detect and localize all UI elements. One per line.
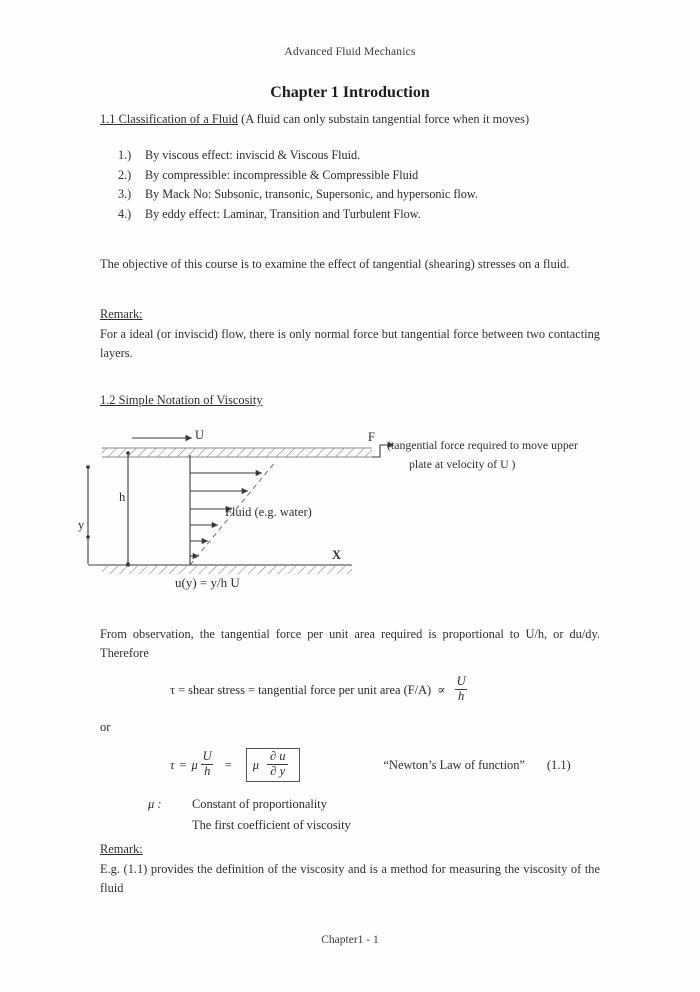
figure-label-F: F <box>368 430 375 444</box>
mu-definition-row <box>148 797 327 812</box>
equation-shear-stress-lhs: τ = shear stress = tangential force per unit area (F/A) <box>170 682 432 697</box>
boxed-mu: μ <box>252 757 259 772</box>
objective-paragraph: The objective of this course is to examine the effect of tangential (shearing) stresses on a fluid. <box>100 257 570 271</box>
list-item-label: By viscous effect: inviscid & Viscous Fluid. <box>145 148 361 162</box>
remark-2-label <box>100 840 600 859</box>
mu-definition-line1: Constant of proportionality <box>192 797 327 811</box>
classification-list <box>100 146 600 224</box>
fraction-U-over-h-2 <box>200 750 215 778</box>
lower-plate-hatching <box>102 566 352 574</box>
figure-label-y: y <box>78 518 85 532</box>
fraction-denominator: h <box>455 689 467 704</box>
figure-caption-text: u(y) = y/h U <box>175 575 240 590</box>
observation-paragraph: From observation, the tangential force per unit area required is proportional to U/h, or du/dy. Therefore <box>100 627 600 660</box>
list-item-number: 4.) <box>118 206 132 221</box>
figure-label-fluid: Fluid (e.g. water) <box>225 505 312 519</box>
list-item <box>100 185 600 205</box>
figure-force-note <box>387 436 622 474</box>
list-item <box>100 166 600 186</box>
equation-1-1-equals: = <box>179 757 187 772</box>
section-1-2-heading <box>100 393 610 408</box>
figure-label-x: X <box>332 548 342 562</box>
remark-1-text: For a ideal (or inviscid) flow, there is only normal force but tangential force between two contacting layers. <box>100 327 600 360</box>
list-item-label: By compressible: incompressible & Compressible Fluid <box>145 167 419 182</box>
mu-definition-symbol: μ : <box>148 797 162 811</box>
list-item-label: By Mack No: Subsonic, transonic, Supersonic, and hypersonic flow. <box>145 187 478 201</box>
equation-1-1-number: (1.1) <box>546 757 571 772</box>
equation-1-1 <box>170 748 630 782</box>
section-1-1-heading <box>100 112 610 127</box>
list-item <box>100 146 600 166</box>
equation-1-1-mu: μ <box>191 757 198 772</box>
figure-force-note-line2: plate at velocity of U ) <box>409 457 516 471</box>
page-footer: Chapter1 - 1 <box>321 934 379 946</box>
remark-1-label <box>100 305 600 324</box>
equation-1-1-equals-2: = <box>224 757 232 772</box>
list-item-number: 3.) <box>118 187 132 201</box>
fraction-numerator: U <box>202 749 212 763</box>
chapter-title: Chapter 1 Introduction <box>270 84 430 101</box>
figure-label-U: U <box>195 428 205 442</box>
equation-1-1-name: “Newton’s Law of function” <box>383 757 525 772</box>
fraction-numerator: ∂ u <box>269 749 286 763</box>
fraction-denominator: h <box>201 764 213 779</box>
fraction-numerator: U <box>456 674 466 688</box>
remark-1-label-text: Remark: <box>100 307 143 321</box>
figure-caption <box>175 575 240 591</box>
fraction-U-over-h <box>454 675 469 703</box>
equation-shear-stress <box>170 676 670 704</box>
list-item <box>100 205 600 225</box>
figure-label-h: h <box>119 490 126 504</box>
fraction-denominator: ∂ y <box>267 764 288 779</box>
section-1-2-heading-text: 1.2 Simple Notation of Viscosity <box>100 393 263 407</box>
list-item-label: By eddy effect: Laminar, Transition and Turbulent Flow. <box>145 206 421 221</box>
equation-1-1-tau: τ <box>170 757 175 772</box>
list-item-number: 1.) <box>118 148 132 162</box>
boxed-newton-law <box>246 748 300 782</box>
mu-definition-line2: The first coefficient of viscosity <box>192 818 351 832</box>
remark-2-text: E.g. (1.1) provides the definition of the viscosity and is a method for measuring the viscosity of the fluid <box>100 862 600 895</box>
proportional-symbol: ∝ <box>437 683 446 697</box>
upper-plate <box>102 448 372 457</box>
viscosity-figure <box>80 425 620 600</box>
remark-2-label-text: Remark: <box>100 842 143 856</box>
or-connector: or <box>100 720 111 734</box>
section-1-1-heading-note: (A fluid can only substain tangential force when it moves) <box>241 112 530 126</box>
section-1-1-heading-text: 1.1 Classification of a Fluid <box>100 112 239 126</box>
fraction-partial-u-over-partial-y <box>267 750 289 778</box>
list-item-number: 2.) <box>118 167 132 182</box>
running-head: Advanced Fluid Mechanics <box>284 46 416 58</box>
figure-force-note-line1: (tangential force required to move upper <box>387 438 578 452</box>
